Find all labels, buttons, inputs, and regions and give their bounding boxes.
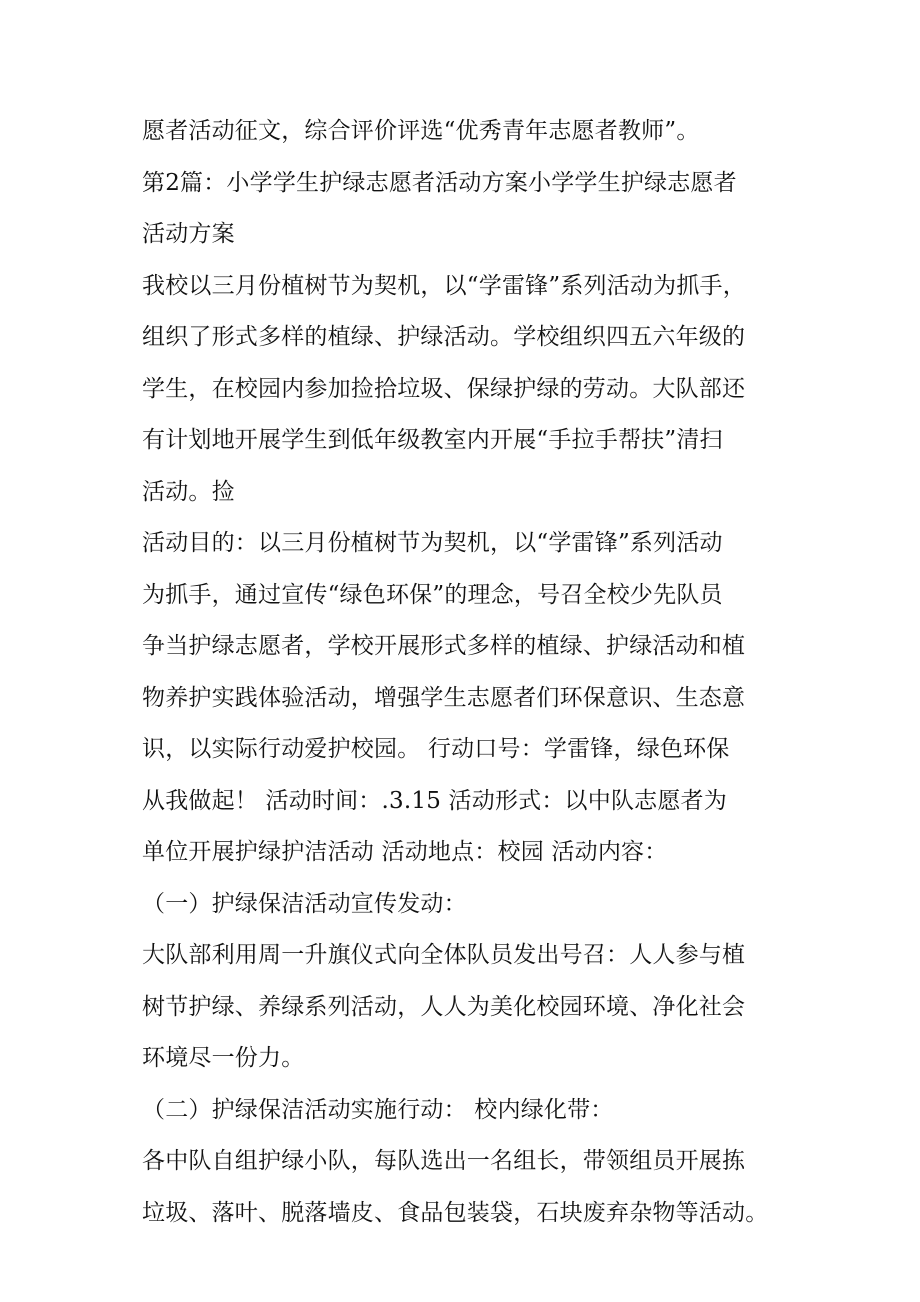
body-line: 活动目的：以三月份植树节为契机，以“学雷锋”系列活动 xyxy=(142,530,723,556)
body-line: 垃圾、落叶、脱落墙皮、食品包装袋，石块废弃杂物等活动。 xyxy=(142,1199,769,1226)
body-line: 学生，在校园内参加捡拾垃圾、保绿护绿的劳动。大队部还 xyxy=(142,375,746,402)
document-body xyxy=(142,106,792,1239)
section-heading: 第2篇：小学学生护绿志愿者活动方案小学学生护绿志愿者 xyxy=(142,169,737,196)
subsection-heading: （二）护绿保洁活动实施行动： 校内绿化带： xyxy=(142,1096,614,1123)
body-line: 愿者活动征文，综合评价评选“优秀青年志愿者教师”。 xyxy=(142,118,700,144)
body-line: 为抓手，通过宣传“绿色环保”的理念，号召全校少先队员 xyxy=(142,581,723,608)
body-line: 树节护绿、养绿系列活动，人人为美化校园环境、净化社会 xyxy=(142,993,746,1020)
section-heading-continued: 活动方案 xyxy=(142,221,235,247)
body-line: 从我做起！ 活动时间：.3.15 活动形式：以中队志愿者为 xyxy=(142,787,727,814)
body-line: 各中队自组护绿小队，每队选出一名组长，带领组员开展拣 xyxy=(142,1148,746,1174)
body-line: 我校以三月份植树节为契机，以“学雷锋”系列活动为抓手， xyxy=(142,272,746,299)
body-line: 环境尽一份力。 xyxy=(142,1045,305,1071)
body-line: 大队部利用周一升旗仪式向全体队员发出号召：人人参与植 xyxy=(142,942,746,968)
body-line: 单位开展护绿护洁活动 活动地点：校园 活动内容： xyxy=(142,839,668,865)
body-line: 组织了形式多样的植绿、护绿活动。学校组织四五六年级的 xyxy=(142,324,746,350)
body-line: 争当护绿志愿者，学校开展形式多样的植绿、护绿活动和植 xyxy=(142,633,746,659)
body-line: 活动。捡 xyxy=(142,478,235,505)
body-line: 有计划地开展学生到低年级教室内开展“手拉手帮扶”清扫 xyxy=(142,427,723,453)
subsection-heading: （一）护绿保洁活动宣传发动： xyxy=(142,890,467,917)
body-line: 物养护实践体验活动，增强学生志愿者们环保意识、生态意 xyxy=(142,684,746,711)
body-line: 识，以实际行动爱护校园。 行动口号：学雷锋，绿色环保 xyxy=(142,736,730,762)
